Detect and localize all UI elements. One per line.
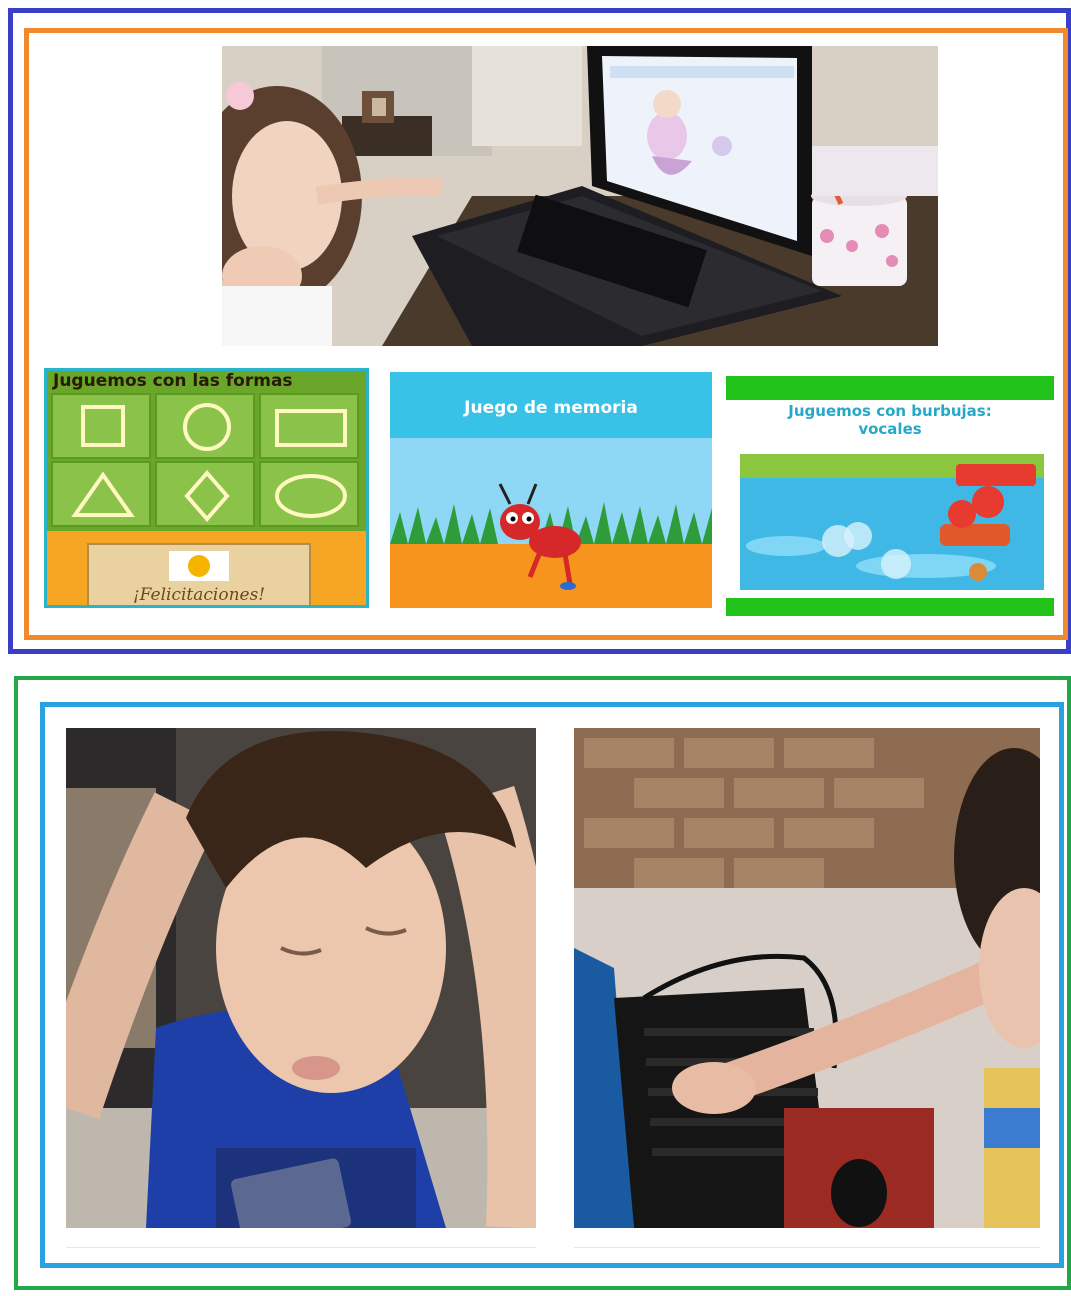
congratulations-panel (47, 531, 369, 608)
boy-looking-at-phone-photo (66, 728, 536, 1228)
congratulations-text: ¡Felicitaciones! (132, 585, 266, 605)
triangle-shape-cell (51, 461, 151, 527)
shapes-game-thumbnail (44, 368, 369, 608)
congratulations-card (87, 543, 311, 607)
bubbles-game-thumbnail (726, 376, 1054, 616)
circle-shape-cell (155, 393, 255, 459)
rectangle-shape-cell (259, 393, 359, 459)
oval-shape-cell (259, 461, 359, 527)
girl-using-laptop-photo (222, 46, 938, 346)
memory-game-title-bar (390, 372, 712, 438)
memory-game-title: Juego de memoria (464, 398, 638, 418)
boy-photo-caption-bar (66, 1228, 536, 1248)
bubbles-game-title-line2: vocales (858, 420, 922, 438)
shapes-game-title: Juguemos con las formas (53, 371, 293, 391)
rhombus-shape-cell (155, 461, 255, 527)
child-photo-caption-bar (574, 1228, 1040, 1248)
bubbles-game-title (726, 402, 1054, 438)
memory-game-thumbnail (390, 372, 712, 608)
child-typing-on-laptop-photo (574, 728, 1040, 1228)
sun-icon (188, 555, 210, 577)
square-shape-cell (51, 393, 151, 459)
bubbles-game-title-line1: Juguemos con burbujas: (788, 402, 992, 420)
